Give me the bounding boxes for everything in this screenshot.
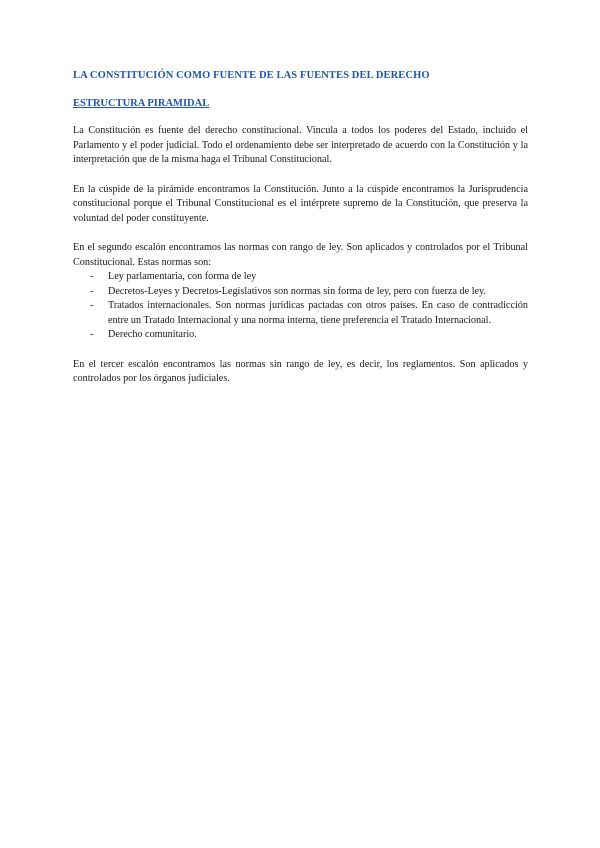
list-item-text: Decretos-Leyes y Decretos-Legislativos son normas sin forma de ley, pero con fuerza de ley. [108,285,487,297]
list-item-text: Derecho comunitario. [108,329,197,340]
document-page [73,70,528,402]
paragraph-2: En la cúspide de la pirámide encontramos la Constitución. Junto a la cúspide encontramos la Jurisprudencia constitucional porque el Tribunal Constitucional es el intérprete supremo de la Constitución, que preserva la voluntad del poder constituyente. [73,183,528,224]
paragraph-3: En el segundo escalón encontramos las normas con rango de ley. Son aplicados y controlados por el Tribunal Constitucional. Estas normas son: [73,242,528,268]
list-dash: - [90,300,94,311]
paragraph-1: La Constitución es fuente del derecho constitucional. Vincula a todos los poderes del Estado, incluido el Parlamento y el poder judicial. Todo el ordenamiento debe ser interpretado de acuerdo con la Constitución y la interpretación que de la misma haga el Tribunal Constitucional. [73,125,528,165]
paragraph-4: En el tercer escalón encontramos las normas sin rango de ley, es decir, los reglamentos. Son aplicados y controlados por los órganos judiciales. [73,358,528,384]
list-item [73,328,528,343]
list-item-text: Ley parlamentaria, con forma de ley [108,271,257,282]
document-title: LA CONSTITUCIÓN COMO FUENTE DE LAS FUENTES DEL DERECHO [73,70,430,81]
list-item [73,270,528,285]
list-dash: - [90,271,94,282]
list-item-text: Tratados internacionales. Son normas jurídicas pactadas con otros países. En caso de contradicción entre un Tratado Internacional y una norma interna, tiene preferencia el Tratado Internacional. [108,300,528,326]
list-dash: - [90,329,94,340]
section-heading: ESTRUCTURA PIRAMIDAL [73,98,210,109]
list-dash: - [90,285,94,297]
list-item [73,299,528,328]
list-item [73,285,528,300]
norms-list [73,270,528,343]
